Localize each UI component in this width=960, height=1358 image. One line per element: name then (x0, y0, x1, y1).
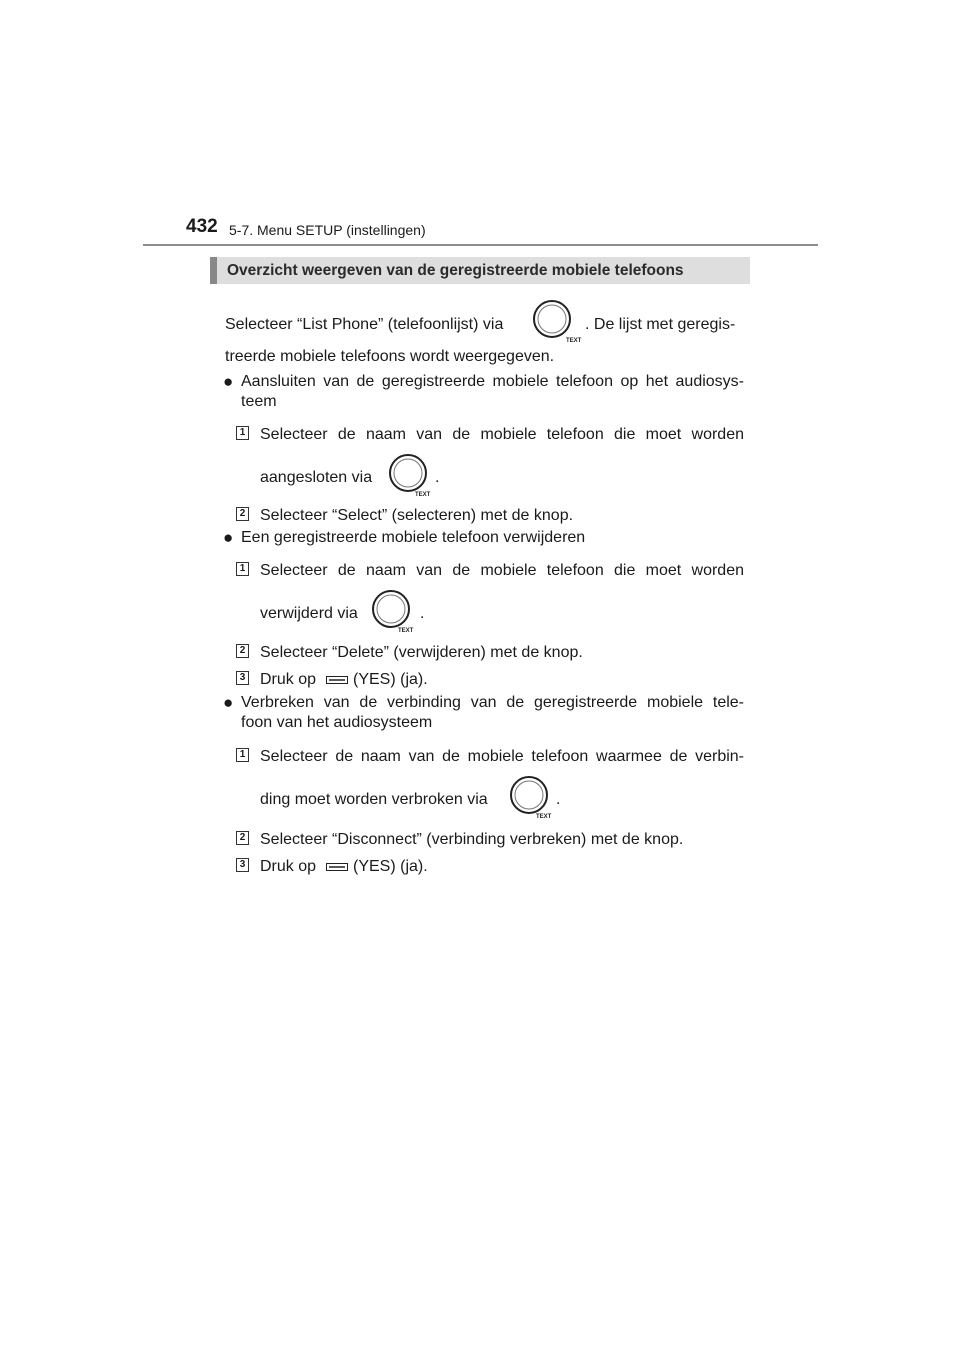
delete-step2: Selecteer “Delete” (verwijderen) met de knop. (260, 644, 583, 661)
step-number-3: 3 (236, 858, 249, 872)
delete-step1-line-1: Selecteer de naam van de mobiele telefoon die moet worden (260, 562, 744, 579)
step-number-2: 2 (236, 507, 249, 521)
yes-button-icon (326, 675, 348, 685)
period: . (556, 791, 561, 808)
page-number: 432 (186, 216, 218, 237)
connect-step1-line-1: Selecteer de naam van de mobiele telefoon die moet worden (260, 426, 744, 443)
disconnect-step1-line-1: Selecteer de naam van de mobiele telefoon waarmee de verbin- (260, 748, 744, 765)
connect-title-line-1: Aansluiten van de geregistreerde mobiele telefoon op het audiosys- (241, 373, 744, 390)
step-number-3: 3 (236, 671, 249, 685)
delete-step3-before: Druk op (260, 671, 317, 688)
period: . (420, 605, 425, 622)
disconnect-step2: Selecteer “Disconnect” (verbinding verbreken) met de knop. (260, 831, 684, 848)
bullet-icon: ● (223, 528, 234, 547)
intro-line-1-before: Selecteer “List Phone” (telefoonlijst) via (225, 316, 504, 333)
tune-knob-icon (368, 588, 418, 634)
step-number-1: 1 (236, 562, 249, 576)
period: . (435, 469, 440, 486)
section-heading: Overzicht weergeven van de geregistreerde mobiele telefoons (210, 257, 750, 284)
connect-title-line-2: teem (241, 393, 277, 410)
delete-step1-line-2: verwijderd via (260, 605, 358, 622)
tune-knob-icon (506, 774, 556, 820)
svg-text:TEXT: TEXT (398, 628, 414, 634)
disconnect-title-line-2: foon van het audiosysteem (241, 714, 433, 731)
bullet-icon: ● (223, 372, 234, 391)
disconnect-step1-line-2: ding moet worden verbroken via (260, 791, 488, 808)
tune-knob-icon (529, 298, 582, 344)
disconnect-title-line-1: Verbreken van de verbinding van de geregistreerde mobiele tele- (241, 694, 744, 711)
tune-knob-icon (385, 452, 435, 498)
svg-text:TEXT: TEXT (415, 492, 431, 498)
bullet-icon: ● (223, 693, 234, 712)
disconnect-step3-after: (YES) (ja). (353, 858, 428, 875)
disconnect-step3-before: Druk op (260, 858, 317, 875)
svg-text:TEXT: TEXT (536, 814, 552, 820)
delete-title: Een geregistreerde mobiele telefoon verwijderen (241, 529, 586, 546)
intro-line-2: treerde mobiele telefoons wordt weergegeven. (225, 348, 555, 365)
section-label: 5-7. Menu SETUP (instellingen) (229, 222, 426, 238)
header-rule (143, 244, 818, 246)
connect-step2: Selecteer “Select” (selecteren) met de knop. (260, 507, 574, 524)
step-number-2: 2 (236, 644, 249, 658)
step-number-2: 2 (236, 831, 249, 845)
step-number-1: 1 (236, 748, 249, 762)
delete-step3-after: (YES) (ja). (353, 671, 428, 688)
intro-line-1-after: . De lijst met geregis- (585, 316, 736, 333)
connect-step1-line-2: aangesloten via (260, 469, 373, 486)
step-number-1: 1 (236, 426, 249, 440)
svg-text:TEXT: TEXT (566, 338, 582, 344)
yes-button-icon (326, 862, 348, 872)
